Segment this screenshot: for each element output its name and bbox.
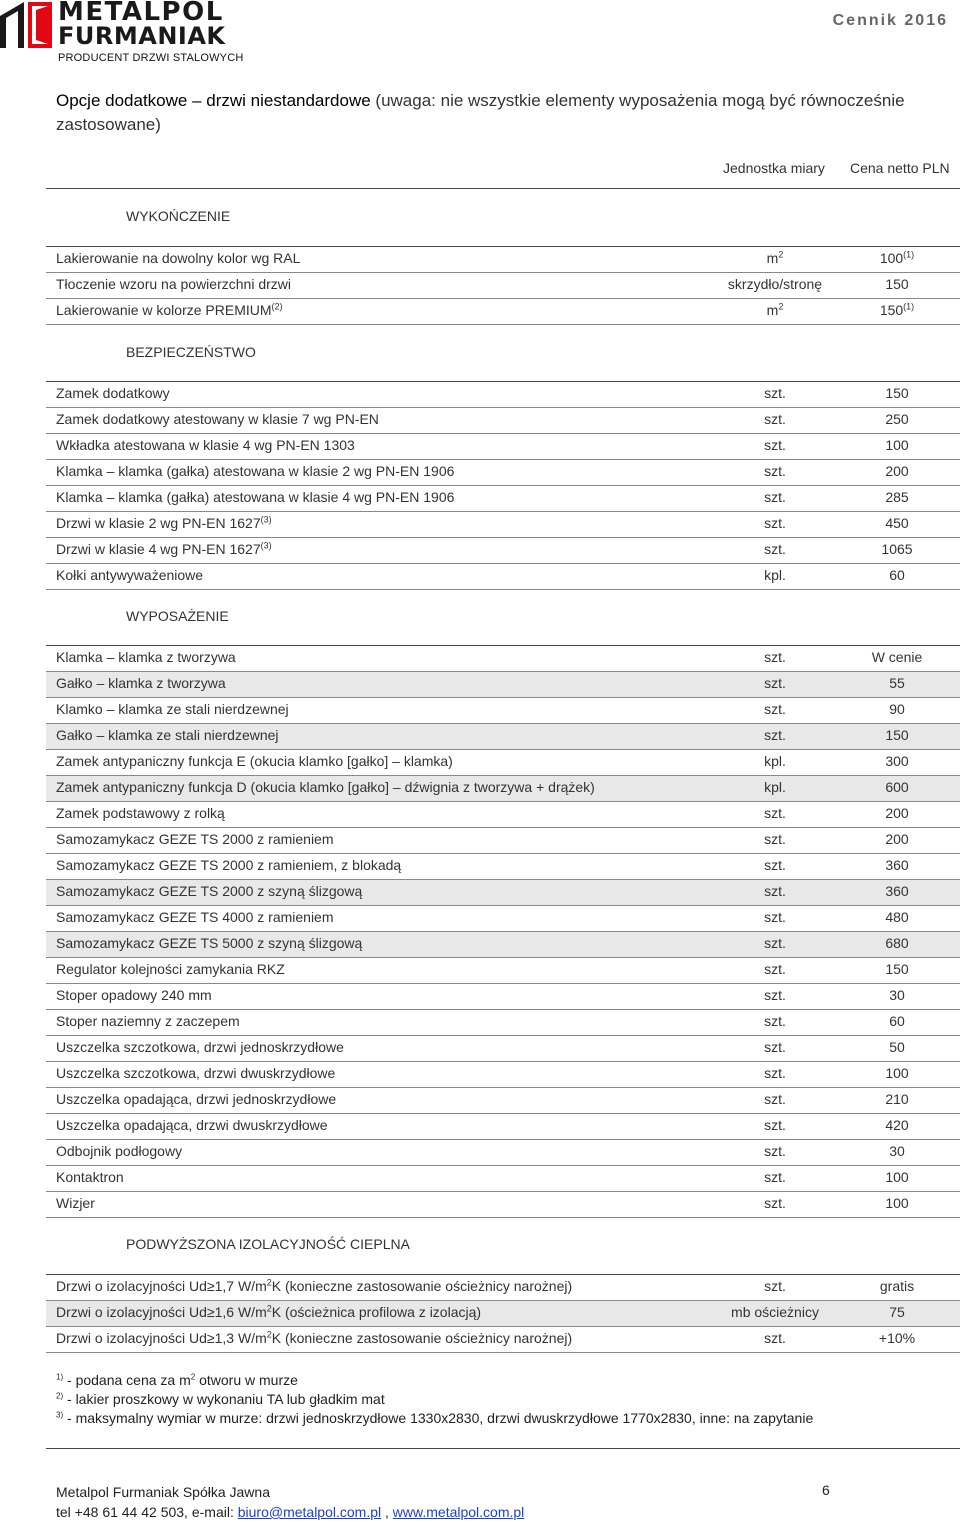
table-row	[46, 984, 960, 1010]
logo-text-metalpol: METALPOL	[58, 0, 224, 27]
table-row	[46, 932, 960, 958]
item-name: Stoper opadowy 240 mm	[56, 987, 212, 1003]
item-name: Zamek dodatkowy	[56, 385, 170, 401]
item-name: Drzwi w klasie 2 wg PN-EN 1627$^{(3)}$	[56, 514, 272, 531]
table-row	[46, 1088, 960, 1114]
item-price: 75	[889, 1304, 905, 1320]
item-name: Klamka – klamka (gałka) atestowana w klasie 4 wg PN-EN 1906	[56, 489, 455, 505]
item-name: Zamek dodatkowy atestowany w klasie 7 wg PN-EN	[56, 411, 379, 427]
item-name: Lakierowanie w kolorze PREMIUM$^{(2)}$	[56, 301, 283, 318]
item-price: 200	[885, 831, 909, 847]
item-name: Samozamykacz GEZE TS 2000 z ramieniem	[56, 831, 334, 847]
table-row	[46, 538, 960, 564]
item-name: Klamka – klamka z tworzywa	[56, 649, 236, 665]
table-row	[46, 1192, 960, 1218]
table-row	[46, 880, 960, 906]
section-title-wyposazenie: WYPOSAŻENIE	[126, 608, 229, 624]
footnote-2: $^{2)}$ - lakier proszkowy w wykonaniu TA lub gładkim mat	[56, 1391, 385, 1407]
item-unit: skrzydło/stronę	[727, 276, 823, 292]
item-name: Odbojnik podłogowy	[56, 1143, 183, 1159]
item-name: Klamko – klamka ze stali nierdzewnej	[56, 701, 289, 717]
page-heading	[56, 89, 946, 137]
item-price: 1065	[881, 541, 913, 557]
item-price: 50	[889, 1039, 905, 1055]
item-name: Wkładka atestowana w klasie 4 wg PN-EN 1303	[56, 437, 355, 453]
item-unit: kpl.	[764, 779, 786, 795]
item-name: Uszczelka opadająca, drzwi dwuskrzydłowe	[56, 1117, 328, 1133]
item-price: +10%	[878, 1330, 916, 1346]
footnotes	[56, 1372, 813, 1429]
item-name: Stoper naziemny z zaczepem	[56, 1013, 240, 1029]
column-header-price: Cena netto PLN	[850, 160, 950, 176]
column-header-unit: Jednostka miary	[723, 160, 825, 176]
table-row	[46, 1010, 960, 1036]
item-price: 200	[885, 463, 909, 479]
item-unit: szt.	[764, 1169, 786, 1185]
item-unit: szt.	[764, 857, 786, 873]
table-row	[46, 776, 960, 802]
item-price: 150	[885, 276, 909, 292]
item-price: 300	[885, 753, 909, 769]
item-name: Samozamykacz GEZE TS 2000 z szyną ślizgową	[56, 883, 363, 899]
item-unit: szt.	[764, 1143, 786, 1159]
item-unit: szt.	[764, 805, 786, 821]
header-divider	[46, 188, 960, 189]
table-row	[46, 460, 960, 486]
table-row	[46, 299, 960, 325]
table-row	[46, 1114, 960, 1140]
email-link[interactable]: biuro@metalpol.com.pl	[237, 1504, 382, 1520]
item-name: Wizjer	[56, 1195, 95, 1211]
table-row	[46, 724, 960, 750]
item-price: 480	[885, 909, 909, 925]
item-name: Kontaktron	[56, 1169, 124, 1185]
table-row	[46, 1301, 960, 1327]
section-title-izolacja: PODWYŻSZONA IZOLACYJNOŚĆ CIEPLNA	[126, 1236, 410, 1252]
item-price: 100	[885, 1169, 909, 1185]
item-unit: szt.	[764, 1278, 786, 1294]
item-price: 30	[889, 987, 905, 1003]
item-unit: szt.	[764, 541, 786, 557]
item-name: Klamka – klamka (gałka) atestowana w klasie 2 wg PN-EN 1906	[56, 463, 455, 479]
item-price: 680	[885, 935, 909, 951]
company-logo	[0, 0, 245, 68]
item-price: 250	[885, 411, 909, 427]
item-name: Regulator kolejności zamykania RKZ	[56, 961, 285, 977]
item-price: 285	[885, 489, 909, 505]
item-unit: szt.	[764, 515, 786, 531]
table-row	[46, 1036, 960, 1062]
item-price: 55	[889, 675, 905, 691]
logo-subtitle: PRODUCENT DRZWI STALOWYCH	[58, 52, 244, 64]
item-unit: szt.	[764, 1065, 786, 1081]
item-price: 450	[885, 515, 909, 531]
footer-company: Metalpol Furmaniak Spółka Jawna	[56, 1484, 270, 1500]
table-row	[46, 273, 960, 299]
item-price: W cenie	[871, 649, 923, 665]
item-price: 30	[889, 1143, 905, 1159]
item-unit: mb ościeżnicy	[731, 1304, 819, 1320]
item-name: Zamek antypaniczny funkcja D (okucia klamko [gałko] – dźwignia z tworzywa + drążek)	[56, 779, 595, 795]
table-row	[46, 828, 960, 854]
table-row	[46, 958, 960, 984]
item-price: 150	[885, 961, 909, 977]
item-name: Gałko – klamka z tworzywa	[56, 675, 226, 691]
item-unit: szt.	[764, 1330, 786, 1346]
item-unit: szt.	[764, 1039, 786, 1055]
table-row	[46, 408, 960, 434]
item-name: Zamek antypaniczny funkcja E (okucia klamko [gałko] – klamka)	[56, 753, 453, 769]
item-name: Drzwi o izolacyjności Ud≥1,3 $W/m^2K$ (konieczne zastosowanie ościeżnicy narożnej)	[56, 1329, 573, 1346]
item-unit: kpl.	[764, 753, 786, 769]
item-unit: szt.	[764, 831, 786, 847]
item-price: 90	[889, 701, 905, 717]
table-row	[46, 698, 960, 724]
table-row	[46, 802, 960, 828]
item-price: 360	[885, 883, 909, 899]
table-row	[46, 1275, 960, 1301]
item-unit: szt.	[764, 1013, 786, 1029]
item-name: Uszczelka opadająca, drzwi jednoskrzydłowe	[56, 1091, 337, 1107]
item-price: 60	[889, 1013, 905, 1029]
item-unit: szt.	[764, 701, 786, 717]
item-unit: szt.	[764, 675, 786, 691]
item-price: 200	[885, 805, 909, 821]
footer-divider	[46, 1448, 960, 1449]
item-unit: $m^2$	[766, 301, 784, 318]
footnote-1: $^{1)}$ - podana cena za $m^2$ otworu w murze	[56, 1372, 298, 1388]
table-row	[46, 646, 960, 672]
item-unit: szt.	[764, 385, 786, 401]
item-name: Drzwi w klasie 4 wg PN-EN 1627$^{(3)}$	[56, 540, 272, 557]
section-title-wykonczenie: WYKOŃCZENIE	[126, 208, 231, 224]
item-price: 150	[885, 727, 909, 743]
heading-note: (uwaga: nie wszystkie elementy wyposażenia mogą być równocześnie zastosowane)	[56, 91, 905, 134]
page-number: 6	[822, 1482, 830, 1498]
table-row	[46, 1062, 960, 1088]
item-name: Samozamykacz GEZE TS 5000 z szyną ślizgową	[56, 935, 363, 951]
website-link[interactable]: www.metalpol.com.pl	[392, 1504, 525, 1520]
item-unit: szt.	[764, 1091, 786, 1107]
item-name: Drzwi o izolacyjności Ud≥1,6 $W/m^2K$ (ościeżnica profilowa z izolacją)	[56, 1303, 482, 1320]
footer	[56, 1482, 524, 1522]
item-price: 360	[885, 857, 909, 873]
item-price: 100$^{(1)}$	[879, 249, 915, 266]
item-name: Samozamykacz GEZE TS 4000 z ramieniem	[56, 909, 334, 925]
item-name: Kołki antywyważeniowe	[56, 567, 204, 583]
table-row	[46, 434, 960, 460]
table-row	[46, 382, 960, 408]
item-unit: szt.	[764, 987, 786, 1003]
item-name: Uszczelka szczotkowa, drzwi dwuskrzydłowe	[56, 1065, 336, 1081]
item-unit: szt.	[764, 961, 786, 977]
item-price: gratis	[879, 1278, 915, 1294]
item-price: 420	[885, 1117, 909, 1133]
heading-lead: Opcje dodatkowe – drzwi niestandardowe	[56, 91, 371, 110]
table-row	[46, 512, 960, 538]
item-unit: szt.	[764, 883, 786, 899]
table-row	[46, 1166, 960, 1192]
item-price: 210	[885, 1091, 909, 1107]
item-name: Samozamykacz GEZE TS 2000 z ramieniem, z blokadą	[56, 857, 402, 873]
item-unit: szt.	[764, 1117, 786, 1133]
logo-mark-icon	[0, 2, 52, 48]
item-price: 150$^{(1)}$	[879, 301, 915, 318]
item-unit: szt.	[764, 437, 786, 453]
logo-text-furmaniak: FURMANIAK	[58, 22, 226, 50]
item-unit: szt.	[764, 489, 786, 505]
section-title-bezpieczenstwo: BEZPIECZEŃSTWO	[126, 344, 256, 360]
item-unit: szt.	[764, 649, 786, 665]
table-row	[46, 672, 960, 698]
table-row	[46, 564, 960, 590]
item-unit: $m^2$	[766, 249, 784, 266]
item-price: 100	[885, 1065, 909, 1081]
item-price: 100	[885, 437, 909, 453]
item-name: Tłoczenie wzoru na powierzchni drzwi	[56, 276, 291, 292]
item-price: 150	[885, 385, 909, 401]
item-price: 600	[885, 779, 909, 795]
item-name: Gałko – klamka ze stali nierdzewnej	[56, 727, 279, 743]
document-title: Cennik 2016	[832, 12, 948, 29]
item-name: Uszczelka szczotkowa, drzwi jednoskrzydłowe	[56, 1039, 344, 1055]
table-row	[46, 486, 960, 512]
table-row	[46, 1140, 960, 1166]
item-name: Drzwi o izolacyjności Ud≥1,7 $W/m^2K$ (konieczne zastosowanie ościeżnicy narożnej)	[56, 1277, 573, 1294]
item-unit: szt.	[764, 463, 786, 479]
footer-contact: tel +48 61 44 42 503, e-mail: biuro@metalpol.com.pl , www.metalpol.com.pl	[56, 1504, 525, 1520]
item-unit: kpl.	[764, 567, 786, 583]
item-price: 60	[889, 567, 905, 583]
item-name: Lakierowanie na dowolny kolor wg RAL	[56, 250, 301, 266]
table-row	[46, 854, 960, 880]
table-row	[46, 1327, 960, 1353]
item-unit: szt.	[764, 909, 786, 925]
item-unit: szt.	[764, 935, 786, 951]
item-unit: szt.	[764, 1195, 786, 1211]
table-row	[46, 247, 960, 273]
table-row	[46, 750, 960, 776]
item-price: 100	[885, 1195, 909, 1211]
table-row	[46, 906, 960, 932]
item-unit: szt.	[764, 411, 786, 427]
footnote-3: $^{3)}$ - maksymalny wymiar w murze: drzwi jednoskrzydłowe 1330x2830, drzwi dwuskrzydłowe 1770x2830, inne: na zapytanie	[56, 1410, 814, 1426]
item-name: Zamek podstawowy z rolką	[56, 805, 225, 821]
item-unit: szt.	[764, 727, 786, 743]
